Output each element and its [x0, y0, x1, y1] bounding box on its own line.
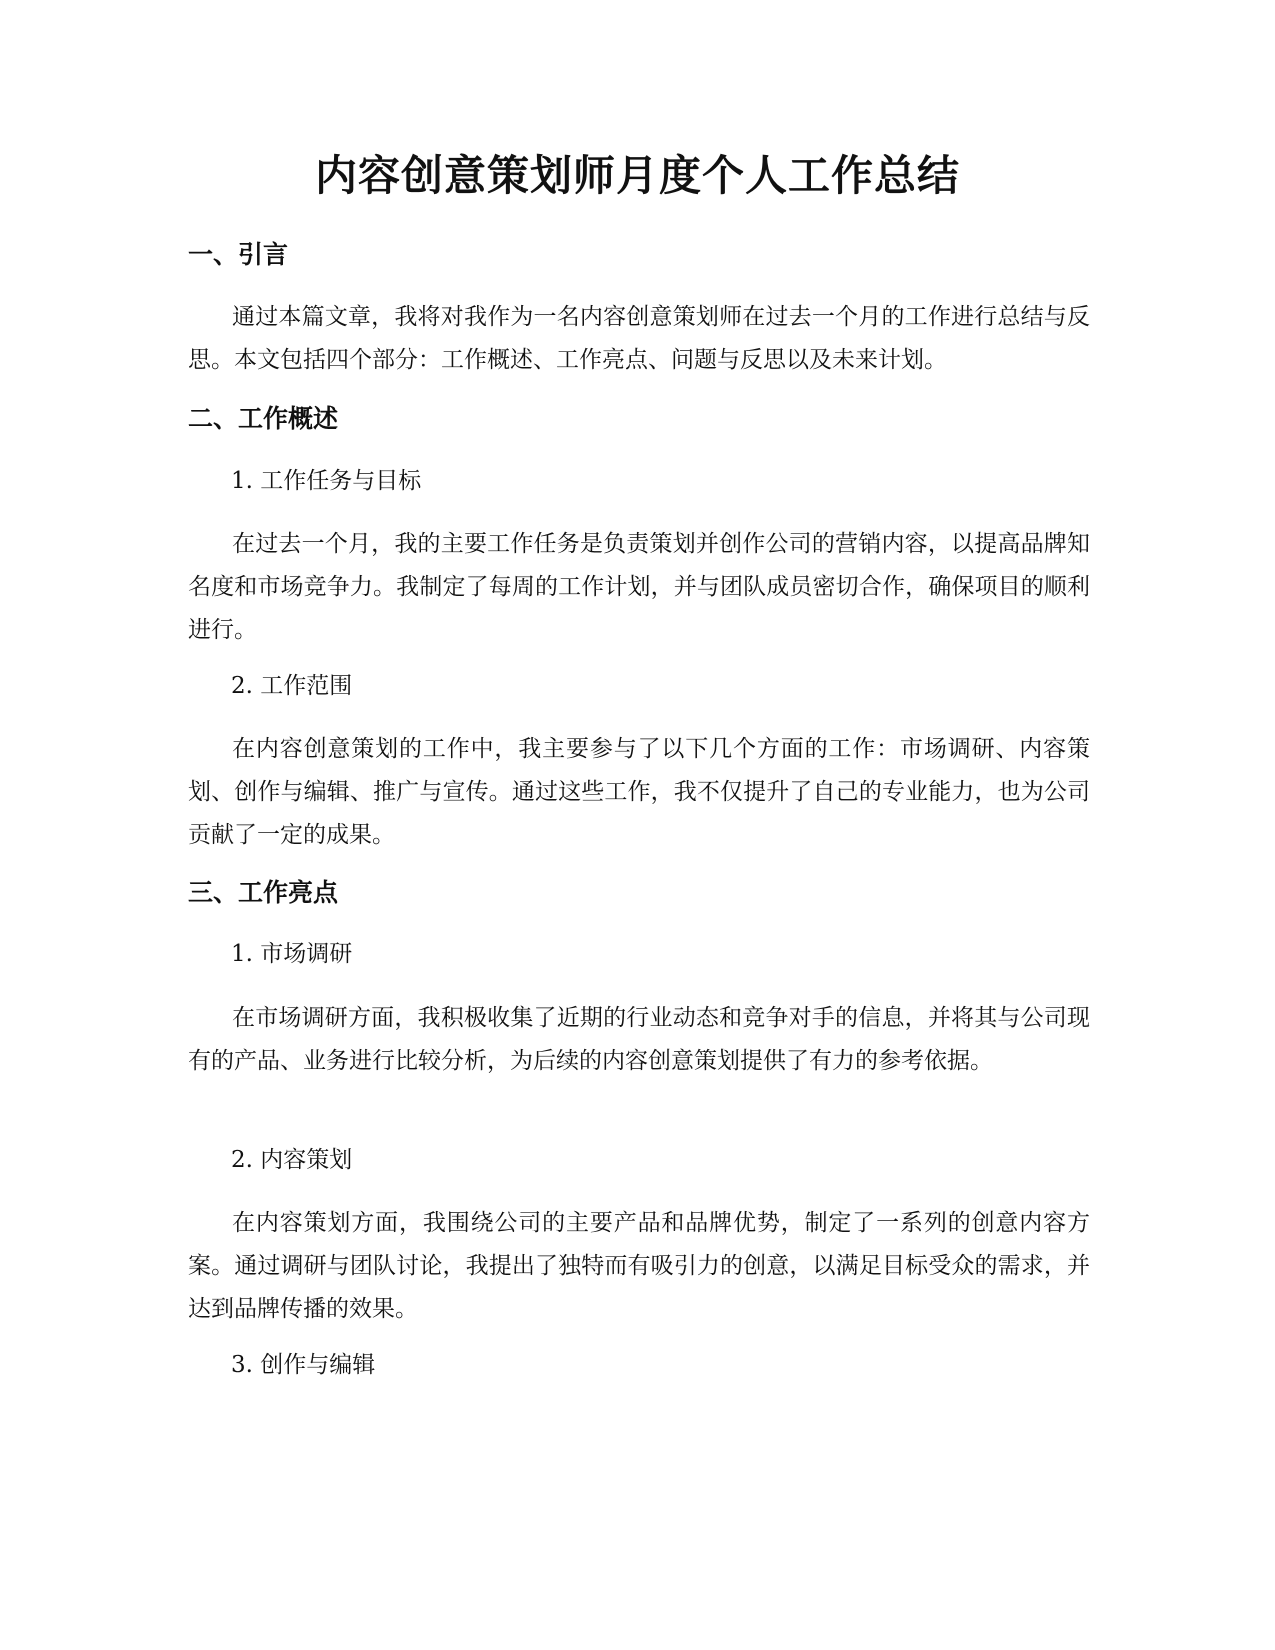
- subheading-creation-editing: 3. 创作与编辑: [231, 1352, 376, 1378]
- work-scope-paragraph: 在内容创意策划的工作中，我主要参与了以下几个方面的工作：市场调研、内容策划、创作与编辑、推广与宣传。通过这些工作，我不仅提升了自己的专业能力，也为公司贡献了一定的成果。: [188, 736, 1090, 848]
- section-heading-work-overview: 二、工作概述: [188, 404, 339, 433]
- market-research-paragraph: 在市场调研方面，我积极收集了近期的行业动态和竞争对手的信息，并将其与公司现有的产品、业务进行比较分析，为后续的内容创意策划提供了有力的参考依据。: [188, 1005, 1090, 1074]
- intro-paragraph: 通过本篇文章，我将对我作为一名内容创意策划师在过去一个月的工作进行总结与反思。本文包括四个部分：工作概述、工作亮点、问题与反思以及未来计划。: [188, 304, 1090, 373]
- tasks-goals-paragraph: 在过去一个月，我的主要工作任务是负责策划并创作公司的营销内容，以提高品牌知名度和市场竞争力。我制定了每周的工作计划，并与团队成员密切合作，确保项目的顺利进行。: [188, 531, 1090, 643]
- content-planning-paragraph: 在内容策划方面，我围绕公司的主要产品和品牌优势，制定了一系列的创意内容方案。通过调研与团队讨论，我提出了独特而有吸引力的创意，以满足目标受众的需求，并达到品牌传播的效果。: [188, 1210, 1090, 1322]
- page-title: 内容创意策划师月度个人工作总结: [314, 151, 960, 200]
- section-heading-work-highlights: 三、工作亮点: [188, 878, 339, 907]
- subheading-work-scope: 2. 工作范围: [231, 673, 353, 699]
- section-heading-introduction: 一、引言: [188, 240, 289, 269]
- subheading-content-planning: 2. 内容策划: [231, 1147, 353, 1173]
- subheading-tasks-goals: 1. 工作任务与目标: [231, 468, 422, 494]
- subheading-market-research: 1. 市场调研: [231, 941, 353, 967]
